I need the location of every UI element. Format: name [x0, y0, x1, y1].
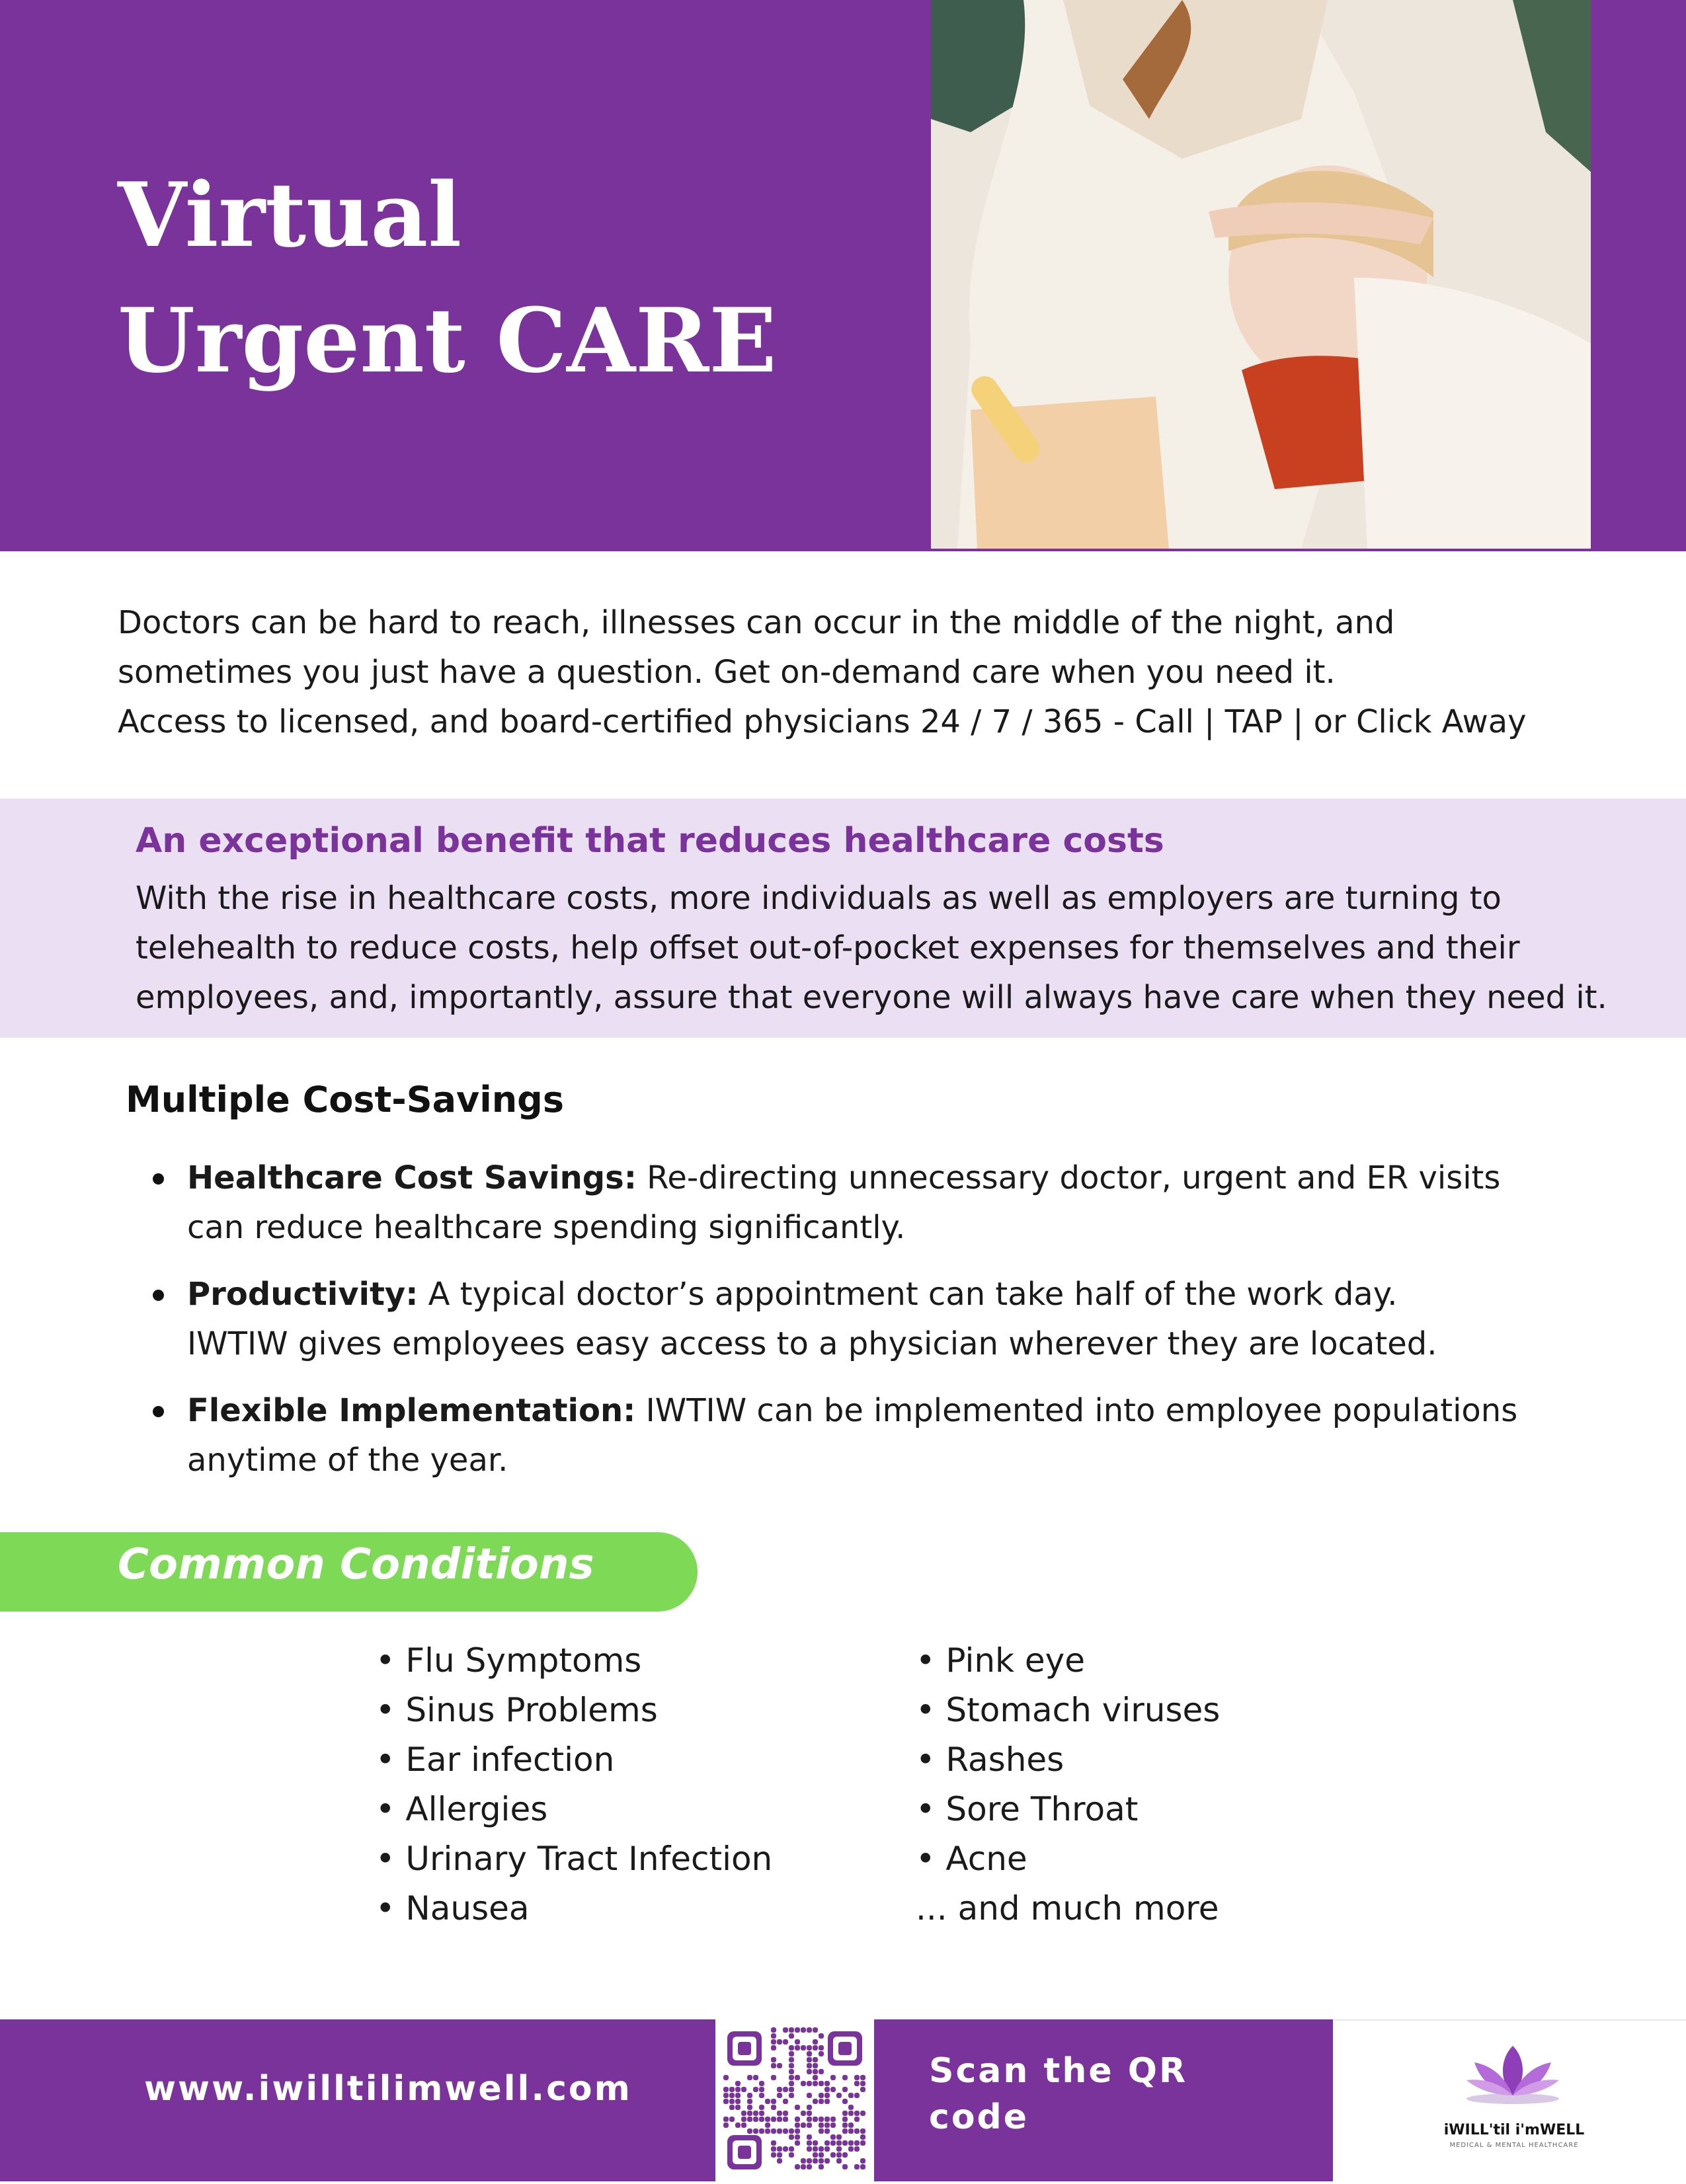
item-text: anytime of the year.	[187, 1442, 508, 1479]
list-item	[149, 1386, 1603, 1485]
logo-wordmark: iWILL'til i'mWELL	[1443, 2122, 1585, 2138]
item-label: Flexible Implementation:	[187, 1392, 636, 1429]
condition-item: • Pink eye	[916, 1641, 1085, 1680]
bullet-icon	[153, 1406, 164, 1417]
condition-item: • Flu Symptoms	[376, 1641, 642, 1680]
page-title	[118, 152, 845, 403]
savings-heading: Multiple Cost-Savings	[126, 1079, 564, 1120]
savings-list	[149, 1153, 1603, 1502]
title-line-1: Virtual	[118, 163, 462, 267]
benefit-line: employees, and, importantly, assure that everyone will always have care when they need it.	[136, 979, 1607, 1016]
title-line-2: Urgent CARE	[118, 288, 777, 393]
item-text: IWTIW can be implemented into employee populations	[635, 1392, 1518, 1429]
condition-item: ... and much more	[916, 1889, 1219, 1928]
condition-item: • Rashes	[916, 1740, 1064, 1779]
hero-photo	[931, 0, 1591, 549]
condition-item: • Nausea	[376, 1889, 530, 1928]
benefit-paragraph	[136, 874, 1676, 1023]
intro-line: Access to licensed, and board-certified physicians 24 / 7 / 365 - Call | TAP | or Click Away	[118, 703, 1527, 740]
item-text: IWTIW gives employees easy access to a physician wherever they are located.	[187, 1325, 1437, 1362]
conditions-list-left	[376, 1636, 772, 1933]
scan-qr-caption	[929, 2048, 1187, 2140]
intro-line: Doctors can be hard to reach, illnesses can occur in the middle of the night, and	[118, 604, 1395, 641]
condition-item: • Ear infection	[376, 1740, 615, 1779]
qr-code[interactable]	[715, 2019, 874, 2181]
condition-item: • Urinary Tract Infection	[376, 1840, 773, 1878]
condition-item: • Acne	[916, 1840, 1027, 1878]
conditions-heading: Common Conditions	[118, 1540, 594, 1589]
conditions-list-right	[916, 1636, 1220, 1933]
bullet-icon	[153, 1173, 164, 1185]
intro-paragraph	[118, 598, 1612, 747]
qr-code-icon	[715, 2019, 874, 2181]
item-text: can reduce healthcare spending significantly.	[187, 1209, 906, 1246]
condition-item: • Sore Throat	[916, 1790, 1139, 1828]
lotus-logo-icon	[1460, 2033, 1566, 2112]
benefit-line: With the rise in healthcare costs, more individuals as well as employers are turning to	[136, 880, 1502, 917]
list-item	[149, 1270, 1603, 1369]
item-label: Healthcare Cost Savings:	[187, 1159, 637, 1196]
list-item	[149, 1153, 1603, 1253]
condition-item: • Sinus Problems	[376, 1691, 658, 1729]
scan-line: code	[929, 2097, 1029, 2137]
intro-line: sometimes you just have a question. Get on-demand care when you need it.	[118, 654, 1336, 691]
condition-item: • Stomach viruses	[916, 1691, 1221, 1729]
item-text: A typical doctor’s appointment can take half of the work day.	[418, 1276, 1398, 1313]
website-link[interactable]: www.iwilltilimwell.com	[144, 2069, 632, 2109]
logo-tagline: MEDICAL & MENTAL HEALTHCARE	[1449, 2142, 1579, 2149]
item-label: Productivity:	[187, 1276, 419, 1313]
item-text: Re-directing unnecessary doctor, urgent and ER visits	[636, 1159, 1501, 1196]
bullet-icon	[153, 1290, 164, 1301]
benefit-line: telehealth to reduce costs, help offset out-of-pocket expenses for themselves and their	[136, 929, 1520, 966]
scan-line: Scan the QR	[929, 2051, 1187, 2091]
condition-item: • Allergies	[376, 1790, 548, 1828]
benefit-heading: An exceptional benefit that reduces healthcare costs	[136, 821, 1164, 861]
mother-child-photo	[931, 0, 1591, 549]
